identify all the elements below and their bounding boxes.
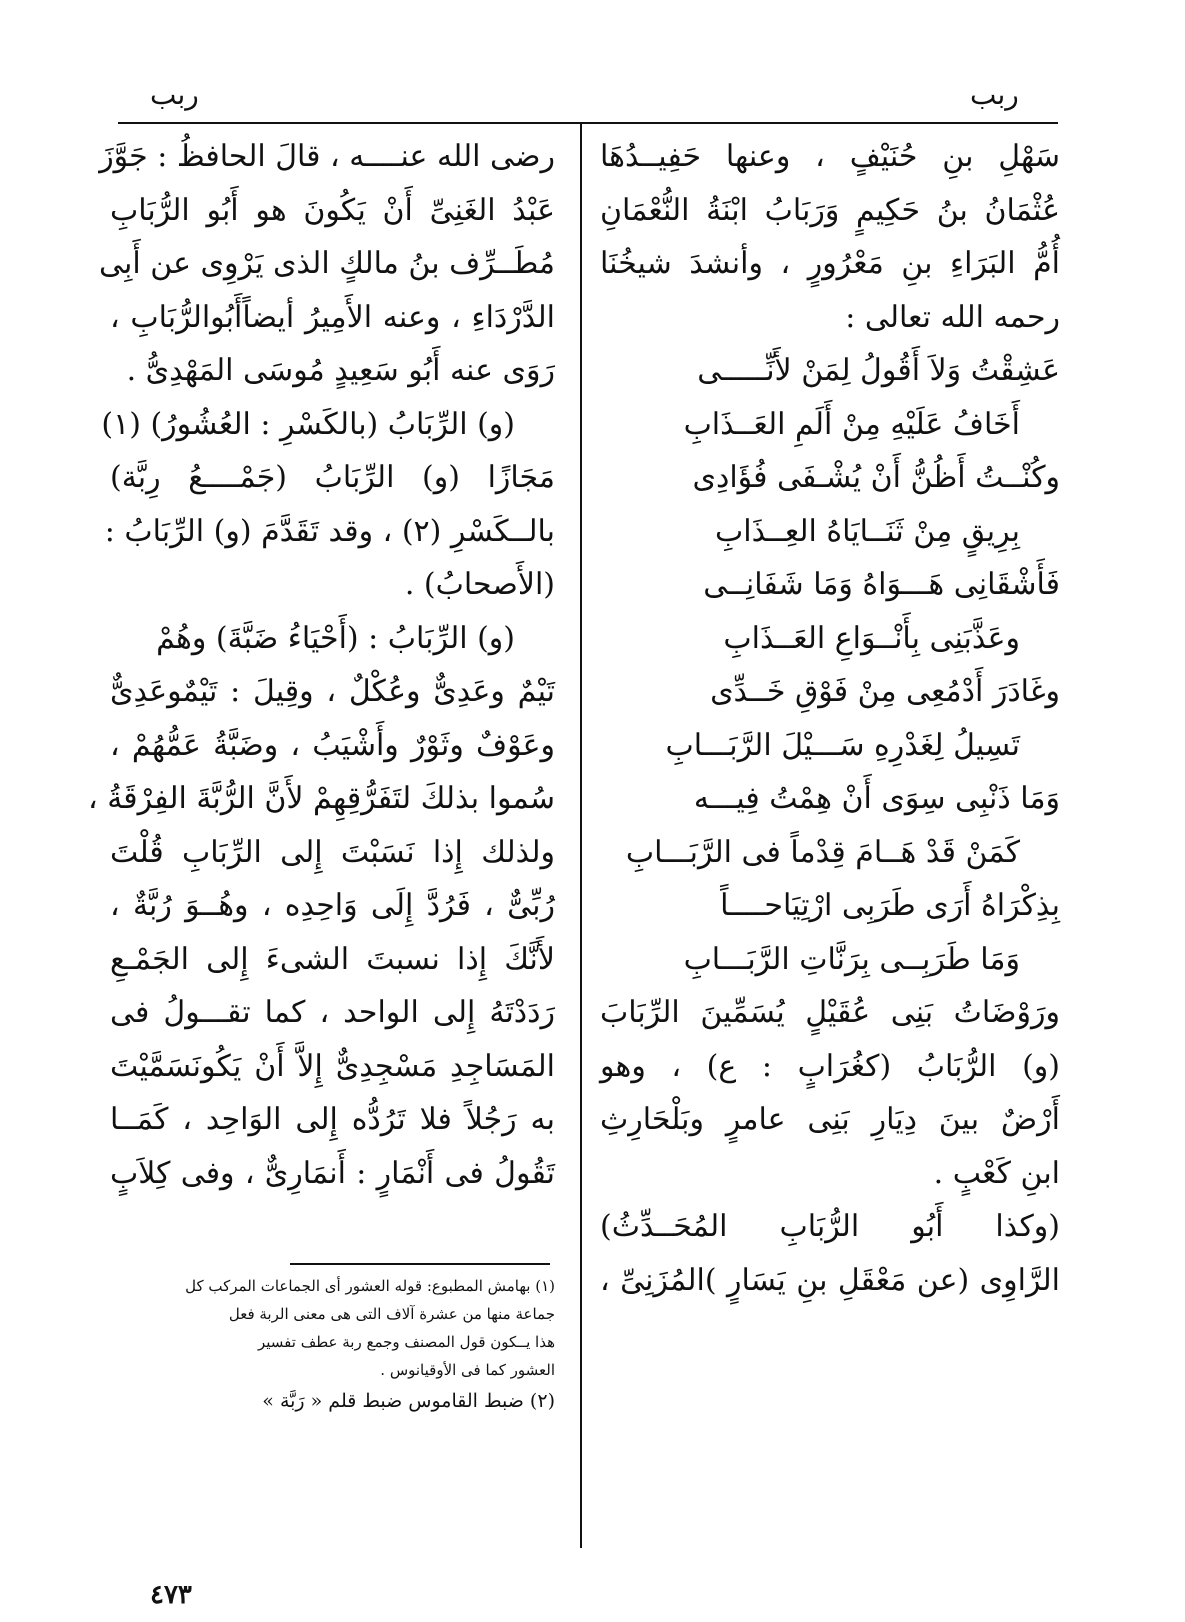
text-line: تَقُولُ فى أَنْمَارٍ : أَنمَارِىٌّ ، وفى كِلاَبٍ	[110, 1155, 555, 1191]
text-line: (الأَصحابُ) .	[404, 567, 555, 602]
text-line: عُثْمَانُ بنُ حَكِيمٍ وَرَبَابُ ابْنَةُ النُّعْمَانِ	[600, 192, 1060, 228]
text-line: تَيْمٌ وعَدِىٌّ وعُكْلٌ ، وقِيلَ : تَيْمٌوعَدِىٌّ	[110, 674, 555, 709]
text-line: رحمه الله تعالى :	[845, 299, 1060, 335]
text-line: مُطَــرِّف بنُ مالكٍ الذى يَرْوِى عن أَبِى	[99, 246, 555, 281]
text-line: لأَنَّكَ إِذا نسبتَ الشىءَ إِلى الجَمْـعِ	[110, 941, 555, 977]
verse-line: كَمَنْ قَدْ هَــامَ قِدْماً فى الرَّبَـــابِ	[625, 834, 1020, 870]
text-line: (و) الرِّبَابُ (بالكَسْرِ : العُشُورُ) (١)	[101, 406, 515, 442]
footnotes	[110, 1272, 555, 1418]
verse-line: بِذِكْرَاهُ أَرَى طَرَبِى ارْتِيَاحــــاً	[720, 888, 1060, 923]
text-line: مَجَازًا (و) الرِّبَابُ (جَمْــــعُ رِبَّة)	[110, 460, 555, 495]
verse-line: فَأَشْقَانِى هَـــوَاهُ وَمَا شَفَانِــى	[703, 567, 1060, 602]
text-line: رَوَى عنه أَبُو سَعِيدٍ مُوسَى المَهْدِىُّ .	[126, 353, 555, 388]
text-line: أُمُّ البَرَاءِ بنِ مَعْرُورٍ ، وأنشدَ شيخُنَا	[600, 246, 1060, 281]
verse-line: عَشِقْتُ وَلاَ أَقُولُ لِمَنْ لأَنِّـــــى	[697, 353, 1060, 388]
text-line: سُموا بذلكَ لتَفَرُّقِهِمْ لأَنَّ الرُّبَّةَ الفِرْقَةُ ،	[87, 781, 555, 816]
verse-line: وعَذَّبَنِى بِأَنْــوَاعِ العَــذَابِ	[723, 620, 1020, 656]
verse-line: وكُنْــتُ أَظُنُّ أَنْ يُشْـفَى فُؤَادِى	[692, 460, 1060, 495]
running-head-left: ربب	[150, 78, 199, 111]
footnote-rule	[290, 1263, 550, 1265]
text-line: ابنِ كَعْبٍ .	[933, 1155, 1060, 1191]
text-line: الرَّاوِى (عن مَعْقَلِ بنِ يَسَارٍ )المُزَنِىِّ ،	[600, 1262, 1060, 1298]
verse-line: بِرِيقٍ مِنْ ثَنَــايَاهُ العِــذَابِ	[715, 513, 1020, 549]
text-line: رضى الله عنــــه ، قالَ الحافظُ : جَوَّزَ	[99, 139, 555, 174]
text-line: عَبْدُ الغَنِىِّ أَنْ يَكُونَ هو أَبُو الرُّبَابِ	[110, 192, 555, 228]
text-line: سَهْلِ بنِ حُنَيْفٍ ، وعنها حَفِيــدُهَا	[600, 139, 1060, 174]
column-divider	[580, 124, 582, 1548]
text-line: الدَّرْدَاءِ ، وعنه الأَمِيرُ أيضاًأَبُوالرُّبَابِ ،	[110, 299, 555, 335]
text-line: (و) الرُّبَابُ (كغُرَابٍ : ع) ، وهو	[600, 1048, 1060, 1084]
text-line: رَدَدْتَهُ إِلى الواحد ، كما تقـــولُ فى	[110, 995, 555, 1030]
footnote-line: هذا يــكون قول المصنف وجمع ربة عطف تفسير	[258, 1333, 555, 1351]
text-line: رُبِّىٌّ ، فَرُدَّ إِلَى وَاحِدِه ، وهُــوَ رُبَّةٌ ،	[110, 888, 555, 923]
verse-line: أَخَافُ عَلَيْهِ مِنْ أَلَمِ العَــذَابِ	[683, 406, 1020, 442]
text-line: به رَجُلاً فلا تَرُدُّه إِلى الوَاحِد ، كَمَــا	[110, 1102, 555, 1137]
text-line: (و) الرِّبَابُ : (أَحْيَاءُ ضَبَّةَ) وهُمْ	[156, 620, 515, 656]
footnote-line: (٢) ضبط القاموس ضبط قلم « رَبَّة »	[262, 1390, 555, 1412]
verse-line: تَسِيلُ لِغَدْرِهِ سَـــيْلَ الرَّبَـــابِ	[665, 727, 1020, 763]
running-head-right: ربب	[970, 78, 1019, 111]
verse-line: وغَادَرَ أَدْمُعِى مِنْ فَوْقِ خَــدِّى	[710, 674, 1060, 709]
text-line: بالــكَسْرِ (٢) ، وقد تَقَدَّمَ (و) الرِّبَابُ :	[104, 513, 555, 549]
page-number: ٤٧٣	[150, 1580, 192, 1610]
text-line: المَسَاجِدِ مَسْجِدِىٌّ إِلاَّ أَنْ يَكُونَسَمَّيْتَ	[110, 1048, 555, 1084]
verse-line: وَمَا ذَنْبِى سِوَى أَنْ هِمْتُ فِيـــه	[693, 781, 1060, 816]
footnote-line: العشور كما فى الأوقيانوس .	[380, 1361, 555, 1379]
text-line: ورَوْضَاتُ بَنِى عُقَيْلٍ يُسَمِّينَ الرِّبَابَ	[600, 995, 1060, 1030]
right-column	[600, 130, 1060, 1307]
header-rule	[118, 122, 1058, 124]
text-line: (وكذا أَبُو الرُّبَابِ المُحَــدِّثُ)	[600, 1209, 1060, 1244]
text-line: أَرْضٌ بينَ دِيَارِ بَنِى عامرٍ وبَلْحَارِثِ	[600, 1102, 1060, 1137]
footnote-line: (١) بهامش المطبوع: قوله العشور أى الجماعات المركب كل	[185, 1277, 555, 1295]
running-header	[0, 74, 1185, 124]
text-line: ولذلك إِذا نَسَبْتَ إِلى الرِّبَابِ قُلْتَ	[110, 834, 555, 870]
left-column	[87, 130, 555, 1200]
text-line: وعَوْفٌ وثَوْرٌ وأَشْيَبُ ، وضَبَّةُ عَمُّهُمْ ،	[110, 727, 555, 763]
verse-line: وَمَا طَرَبِــى بِرَنَّاتِ الرَّبَـــابِ	[683, 941, 1020, 977]
footnote-line: جماعة منها من عشرة آلاف التى هى معنى الربة فعل	[228, 1305, 555, 1323]
